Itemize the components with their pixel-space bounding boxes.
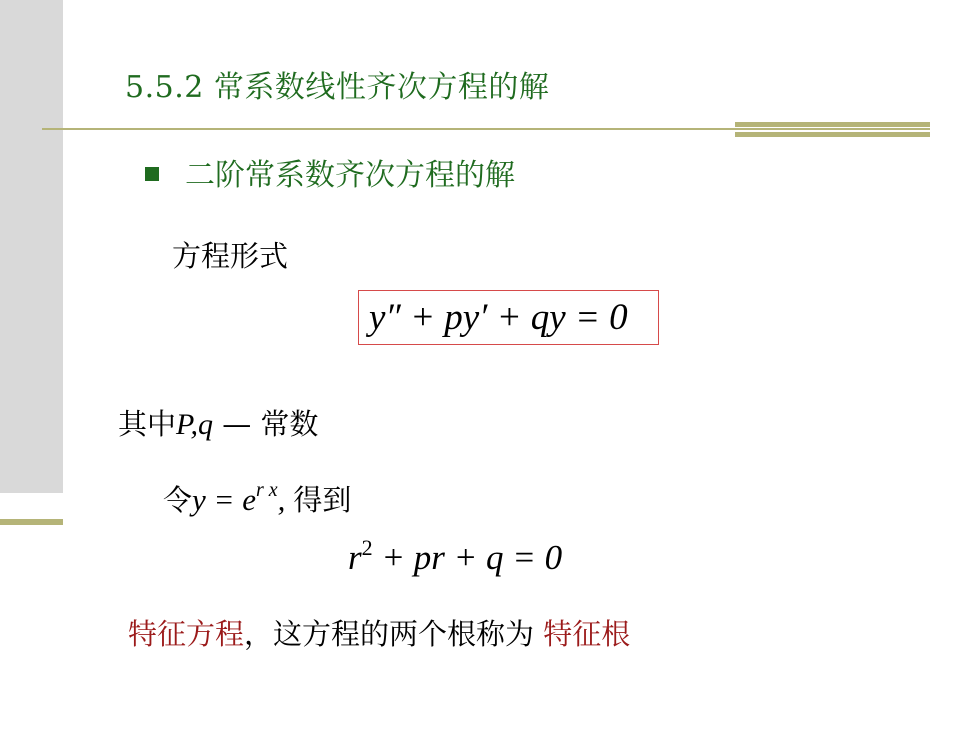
- constants-suffix: 常数: [260, 407, 319, 441]
- char-eq-base: r: [348, 538, 362, 577]
- conclusion-term-2: 特征根: [543, 617, 631, 651]
- char-eq-rest: + pr + q = 0: [372, 538, 563, 577]
- sidebar-accent-line: [0, 519, 63, 525]
- substitution-expr: [192, 479, 286, 517]
- substitution-comma: ,: [277, 482, 286, 517]
- square-bullet-icon: [145, 167, 159, 181]
- substitution-suffix: 得到: [293, 483, 352, 517]
- substitution-exponent: r x: [255, 479, 278, 501]
- constants-dash: —: [212, 407, 261, 441]
- sidebar-decoration: [0, 0, 63, 493]
- conclusion-line: [128, 612, 630, 653]
- title-divider-accent: [735, 122, 930, 127]
- form-label: 方程形式: [172, 239, 289, 273]
- bullet-text: 二阶常系数齐次方程的解: [185, 158, 515, 193]
- substitution-base: y = e: [192, 482, 256, 517]
- substitution-line: [163, 478, 351, 519]
- substitution-prefix: 令: [163, 483, 193, 517]
- characteristic-equation: [348, 535, 563, 578]
- conclusion-term-1: 特征方程: [128, 617, 245, 651]
- title-divider: [42, 128, 930, 130]
- conclusion-middle: ，这方程的两个根称为: [244, 617, 544, 651]
- equation-box: [358, 290, 659, 345]
- bullet-item: [145, 150, 515, 194]
- char-eq-exponent: 2: [361, 535, 373, 560]
- slide-title: 5.5.2 常系数线性齐次方程的解: [125, 70, 550, 105]
- title-divider-accent-lower: [735, 132, 930, 137]
- constants-vars: P,q: [176, 408, 213, 441]
- constants-line: [118, 402, 318, 443]
- constants-prefix: 其中: [118, 407, 177, 441]
- main-equation: y″ + py′ + qy = 0: [369, 297, 628, 338]
